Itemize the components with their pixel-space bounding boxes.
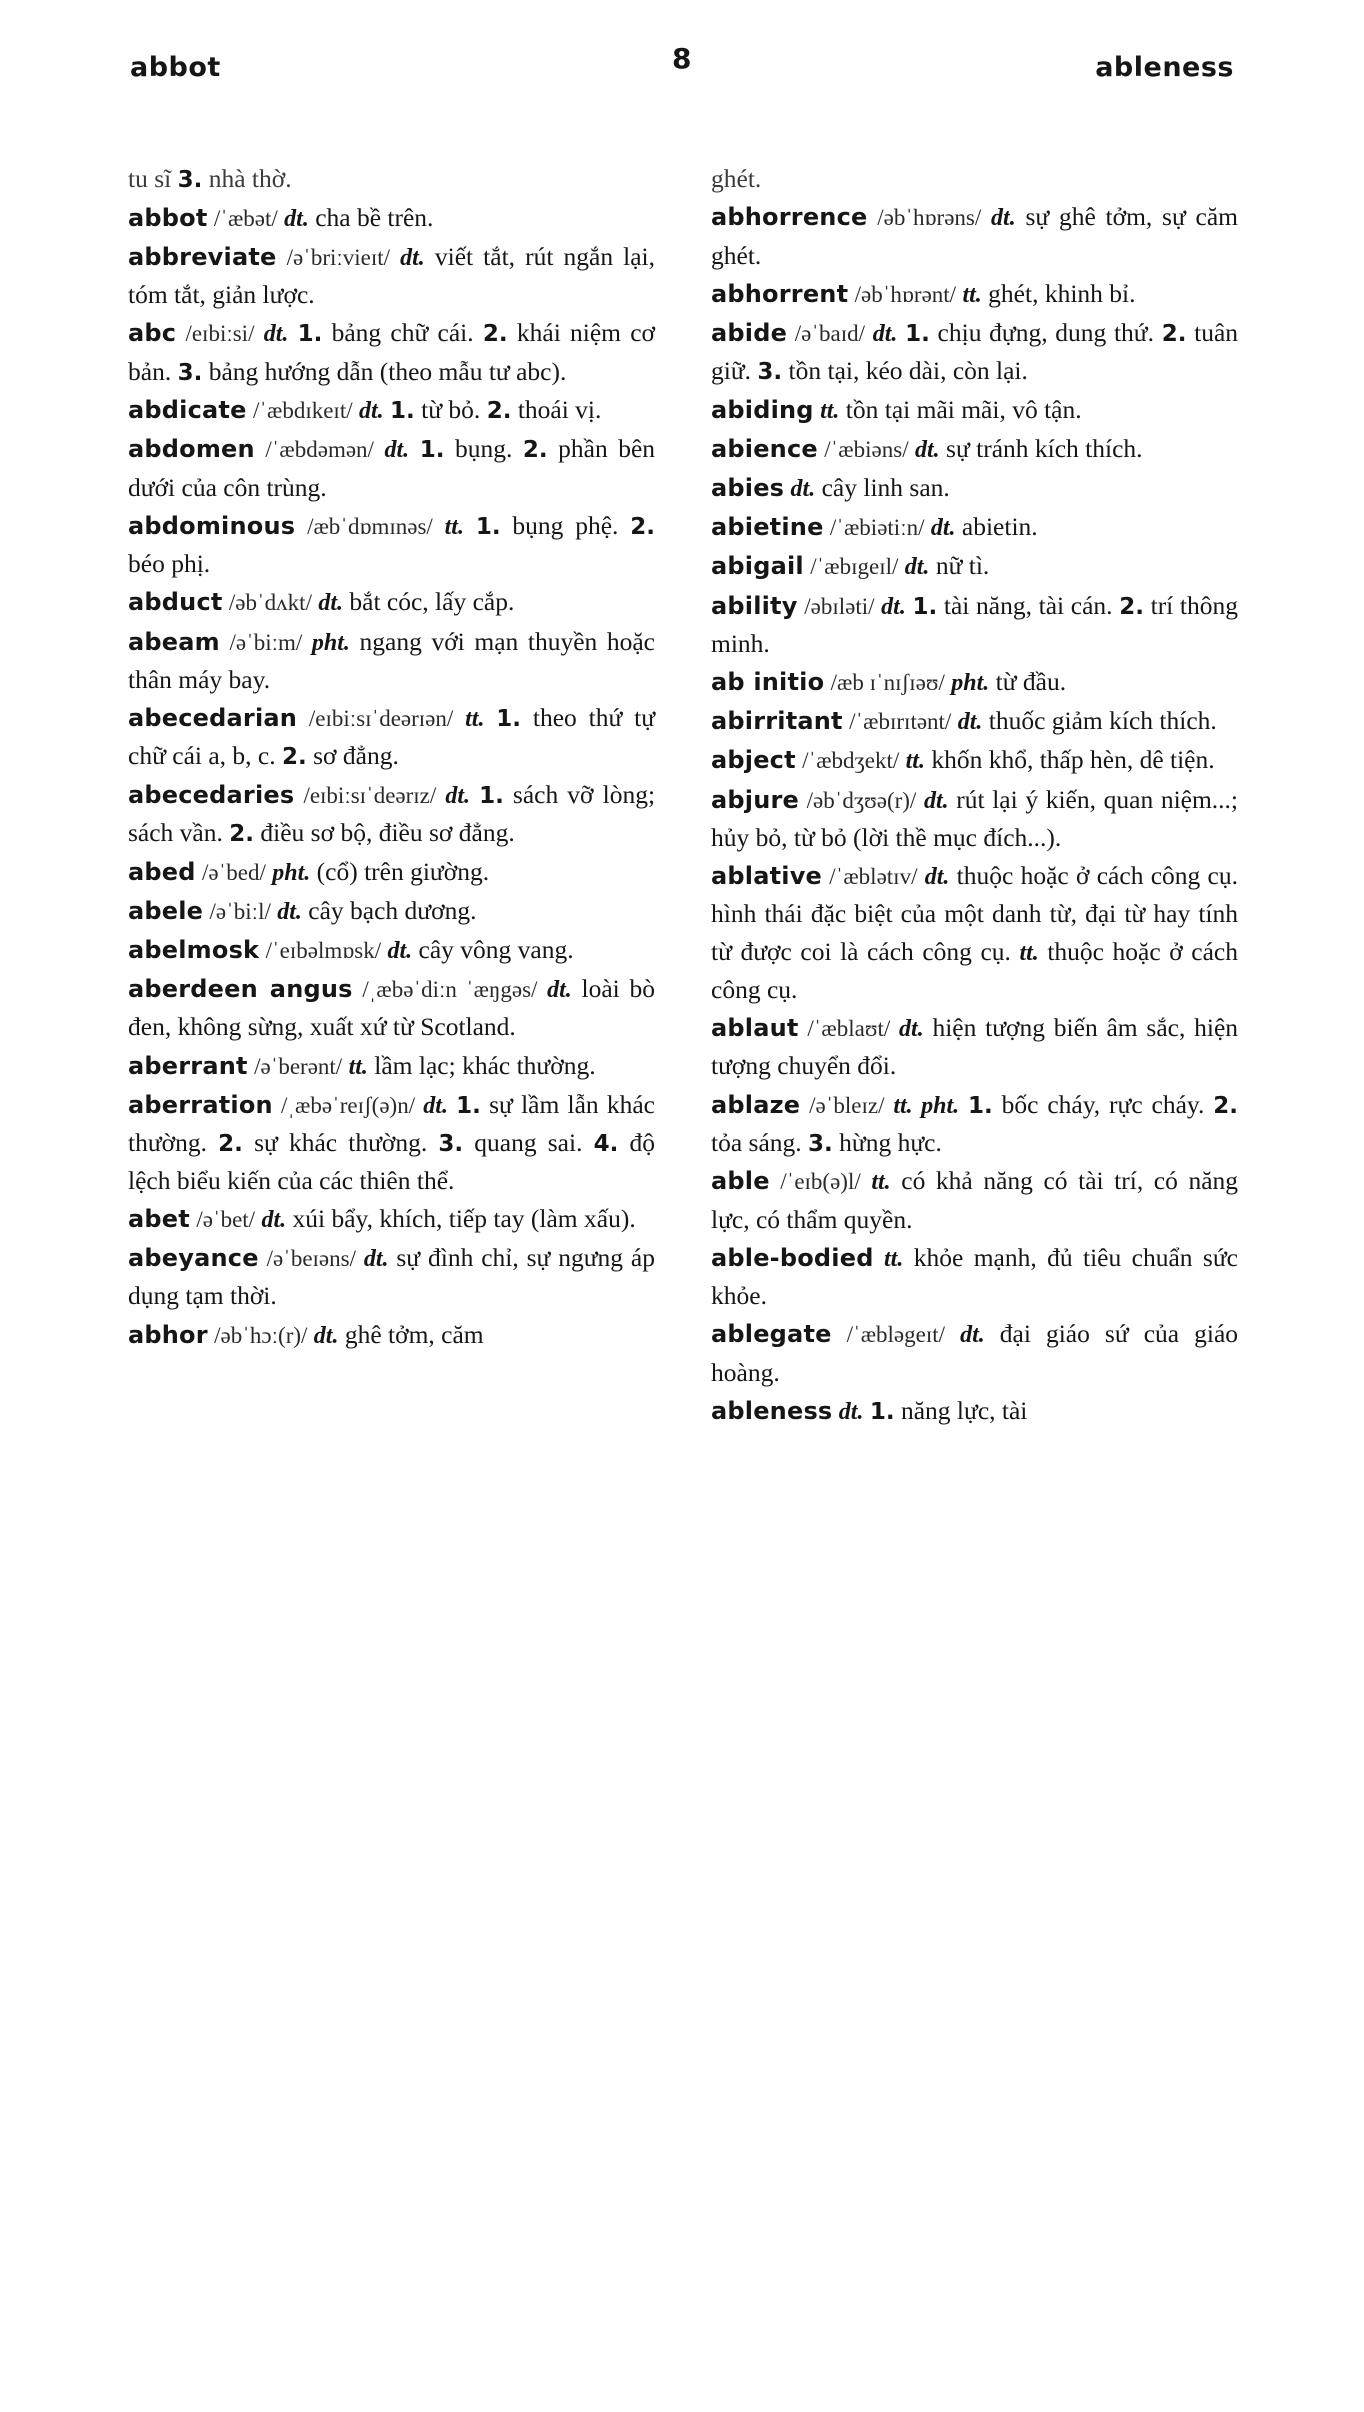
entry-part-of-speech: dt. [924,864,950,891]
dictionary-entry [128,1047,655,1085]
sense-definition: cây bạch dương. [301,895,477,925]
sense-definition: tài năng, tài cán. [937,590,1113,620]
sense-definition: cây vông vang. [412,935,574,964]
entry-headword: abiding [711,395,814,424]
sense-number: 1. [297,321,323,348]
dictionary-entry [711,547,1238,585]
sense-definition: khốn khổ, thấp hèn, dê tiện. [924,745,1215,775]
entry-part-of-speech: dt. [423,1092,448,1119]
dictionary-entry [128,507,655,583]
entry-part-of-speech: dt. [991,205,1016,232]
sense-number: 2. [482,321,508,348]
dictionary-entry [711,1086,1238,1162]
entry-part-of-speech: tt. [883,1245,904,1272]
dictionary-entry [711,663,1238,701]
entry-headword: ablaze [711,1090,801,1119]
entry-part-of-speech: tt. pht. [893,1092,960,1119]
entry-part-of-speech: dt. [904,554,930,581]
entry-headword: aberrant [128,1051,248,1080]
entry-headword: abelmosk [128,936,260,964]
entry-part-of-speech: dt. [313,1322,339,1349]
sense-number: 2. [1213,1092,1238,1119]
entry-headword: abigail [711,552,804,581]
entry-pronunciation: /ˈæbət/ [213,205,278,231]
sense-number: 2. [486,398,512,425]
sense-definition: loài bò đen, không sừng, xuất xứ từ Scotland. [128,974,655,1042]
entry-pronunciation: /ˈeɪbəlmɒsk/ [265,938,382,963]
sense-definition: sự khác thường. [242,1127,428,1157]
entry-pronunciation: /əbˈhɒrənt/ [854,281,957,307]
sense-definition: cây linh san. [815,473,950,503]
sense-definition: theo thứ tự chữ cái a, b, c. [128,703,656,771]
sense-number: 2. [218,1130,243,1157]
dictionary-entry [711,741,1238,779]
entry-headword: abbot [128,203,208,232]
dictionary-entry [128,623,655,699]
entry-part-of-speech: dt. [872,321,898,347]
entry-part-of-speech: dt. [387,938,413,964]
dictionary-entry [711,1239,1238,1315]
entry-headword: ableness [711,1396,833,1425]
sense-definition: ghê tởm, căm [338,1319,484,1349]
sense-definition: bốc cháy, rực cháy. [992,1089,1205,1119]
entry-headword: abduct [128,588,223,617]
entry-headword: able [711,1167,770,1196]
entry-pronunciation: /ˈæbiəns/ [824,437,909,462]
sense-number: 1. [968,1092,993,1119]
entry-pronunciation: /əˈbiːl/ [209,898,271,924]
entry-headword: abdominous [128,511,296,540]
entry-pronunciation: /ˈæbdʒekt/ [802,748,900,774]
entry-part-of-speech: pht. [951,670,990,697]
entry-part-of-speech: dt. [261,1207,287,1233]
sense-definition: thuộc hoặc ở cách công cụ. [711,936,1238,1004]
dictionary-entry [711,508,1238,546]
entry-pronunciation: /əˈbet/ [196,1207,256,1232]
dictionary-entry [711,1162,1238,1238]
sense-definition: phần bên dưới của côn trùng. [128,434,656,502]
sense-definition: bụng. [444,434,513,464]
sense-definition: điều sơ bộ, điều sơ đẳng. [254,818,515,847]
dictionary-entry [711,1315,1238,1391]
entry-pronunciation: /əbˈdʒʊə(r)/ [806,787,917,813]
entry-pronunciation: /əˈbeɪəns/ [266,1246,356,1272]
entry-part-of-speech: tt. [871,1169,891,1196]
sense-definition: năng lực, tài [894,1395,1028,1425]
sense-number: 1. [419,437,445,464]
dictionary-entry [128,199,655,237]
sense-definition: thuộc hoặc ở cách công cụ. [949,861,1238,891]
sense-definition: tồn tại, kéo dài, còn lại. [782,356,1028,386]
sense-definition: khỏe mạnh, đủ tiêu chuẩn sức khỏe. [711,1242,1238,1311]
entry-part-of-speech: dt. [930,515,956,542]
entry-part-of-speech: dt. [358,398,384,425]
sense-number: 2. [229,821,255,847]
entry-pronunciation: /æb ɪˈnɪʃɪəʊ/ [830,670,945,696]
entry-headword: abed [128,857,196,886]
sense-definition: nhà thờ. [202,164,292,193]
entry-part-of-speech: tt. [348,1053,368,1080]
sense-definition: hừng hực. [832,1127,942,1157]
sense-definition: bảng hướng dẫn (theo mẫu tư abc). [202,356,567,386]
entry-part-of-speech: tt. [1019,939,1039,966]
dictionary-entry [128,583,655,621]
entry-pronunciation: /əˈbiːm/ [229,629,303,655]
entry-headword: abecedaries [128,780,295,809]
entry-headword: able-bodied [711,1243,874,1272]
sense-definition: thuốc giảm kích thích. [982,706,1217,736]
entry-headword: abject [711,746,796,775]
dictionary-entry [128,853,655,891]
dictionary-entry [128,699,655,775]
dictionary-entry [711,587,1238,663]
entry-headword: ablegate [711,1320,832,1349]
sense-definition: sơ đẳng. [306,741,399,771]
dictionary-entry [711,314,1238,390]
sense-definition: cha bề trên. [308,202,434,232]
entry-headword: abietine [711,513,824,542]
entry-pronunciation: /əbˈdʌkt/ [228,590,312,616]
sense-definition: nữ tì. [929,551,990,581]
entry-part-of-speech: dt. [284,205,309,232]
entry-pronunciation: /eɪbiːsɪˈdeərɪz/ [303,782,437,808]
entry-headword: abdicate [128,396,247,425]
sense-number: 2. [1119,593,1144,620]
entry-headword: abies [711,474,785,503]
dictionary-entry [711,1392,1238,1430]
entry-part-of-speech: dt. [923,787,949,814]
sense-definition: bắt cóc, lấy cắp. [343,587,515,617]
entry-part-of-speech: dt. [914,437,940,463]
sense-definition: sự lầm lẫn khác thường. [128,1089,655,1157]
sense-definition: đại giáo sứ của giáo hoàng. [711,1319,1239,1387]
sense-number: 2. [1161,321,1187,347]
entry-pronunciation: /əˈberənt/ [254,1053,343,1079]
sense-definition: bảng chữ cái. [322,318,474,348]
entry-part-of-speech: tt. [905,748,925,775]
entry-pronunciation: /əbɪləti/ [804,593,875,619]
entry-headword: abhorrence [711,203,868,232]
dictionary-entry [711,469,1238,507]
entry-headword: ab initio [711,668,825,697]
dictionary-entry [711,702,1238,740]
sense-number: 3. [438,1130,464,1157]
entry-pronunciation: /əˈbriːvieɪt/ [286,244,391,270]
sense-definition: viết tắt, rút ngắn lại, tóm tắt, giản lược. [128,241,656,309]
dictionary-entry [711,857,1238,1008]
entry-part-of-speech: dt. [957,709,983,736]
dictionary-entry [711,430,1238,468]
sense-definition: chịu đựng, dung thứ. [929,318,1154,347]
entry-headword: abecedarian [128,704,298,732]
entry-part-of-speech: dt. [263,321,289,348]
entry-part-of-speech: tt. [820,397,840,424]
running-head-right: ableness [1095,52,1234,83]
entry-part-of-speech: tt. [465,706,485,732]
entry-headword: abdomen [128,435,255,464]
entry-part-of-speech: tt. [444,513,464,540]
sense-number: 3. [808,1130,833,1157]
sense-number: 3. [177,359,203,386]
dictionary-entry [711,781,1238,857]
running-head [130,42,1234,98]
entry-part-of-speech: dt. [318,590,344,617]
sense-definition: sự đình chỉ, sự ngưng áp dụng tạm thời. [128,1243,655,1311]
sense-number: 1. [390,398,415,425]
entry-pronunciation: /əbˈhɒrəns/ [877,205,982,231]
entry-pronunciation: /əˈbaɪd/ [794,321,866,346]
sense-definition: quang sai. [463,1127,583,1157]
entry-part-of-speech: dt. [838,1398,864,1425]
entry-part-of-speech: dt. [445,782,471,809]
entry-pronunciation: /əˈbed/ [202,859,266,885]
entry-headword: abeam [128,627,220,656]
entry-part-of-speech: dt. [960,1322,985,1349]
sense-number: 3. [177,167,203,193]
sense-number: 2. [522,437,548,464]
sense-number: 1. [912,593,938,620]
sense-definition: tồn tại mãi mãi, vô tận. [839,394,1082,424]
sense-definition: tỏa sáng. [711,1127,802,1157]
entry-pronunciation: /ˌæbəˈdiːn ˈæŋgəs/ [362,977,538,1003]
sense-number: 3. [757,359,783,386]
running-head-left: abbot [130,52,221,83]
sense-definition: sự ghê tởm, sự căm ghét. [711,202,1239,270]
entry-headword: aberdeen angus [128,975,353,1004]
entry-part-of-speech: tt. [962,281,982,308]
entry-headword: aberration [128,1090,273,1119]
dictionary-entry [711,1009,1238,1085]
sense-number: 1. [869,1398,895,1425]
entry-part-of-speech: dt. [277,898,302,925]
entry-part-of-speech: pht. [272,859,311,886]
entry-headword: abc [128,319,177,348]
dictionary-entry [128,314,655,390]
sense-definition: rút lại ý kiến, quan niệm...; hủy bỏ, từ bỏ (lời thề mục đích...). [711,784,1239,852]
body-columns [128,160,1238,2330]
dictionary-entry [128,931,655,969]
entry-pronunciation: /ˈæblətɪv/ [829,864,918,890]
left-column [128,160,655,2330]
entry-headword: abjure [711,785,800,814]
sense-number: 4. [593,1130,619,1157]
dictionary-entry [128,1316,655,1354]
dictionary-entry [128,892,655,930]
sense-definition: lầm lạc; khác thường. [367,1050,596,1080]
sense-definition: thoái vị. [511,395,602,425]
entry-pronunciation: /ˌæbəˈreɪʃ(ə)n/ [281,1092,416,1118]
entry-continuation [711,160,1238,197]
entry-part-of-speech: dt. [363,1246,389,1273]
sense-definition: abietin. [955,512,1038,542]
sense-number: 2. [282,744,307,771]
entry-continuation [128,160,655,198]
entry-pronunciation: /ˈæbɪrɪtənt/ [849,709,952,735]
sense-definition: có khả năng có tài trí, có năng lực, có thẩm quyền. [711,1166,1239,1234]
sense-definition: khái niệm cơ bản. [128,318,656,386]
entry-pronunciation: /ˈæbləgeɪt/ [846,1322,946,1348]
entry-pronunciation: /ˈæbiətiːn/ [829,515,925,541]
continuation-text: ghét. [711,164,762,193]
entry-pronunciation: /ˈeɪb(ə)l/ [780,1169,861,1195]
dictionary-entry [128,391,655,429]
entry-headword: abhorrent [711,279,849,308]
sense-number: 1. [496,706,522,732]
sense-definition: bụng phệ. [500,510,619,540]
entry-headword: ability [711,591,798,620]
entry-headword: ablaut [711,1014,799,1043]
entry-headword: abet [128,1205,190,1233]
entry-part-of-speech: pht. [311,629,350,656]
entry-headword: abirritant [711,707,843,736]
entry-headword: abience [711,435,818,463]
entry-headword: abele [128,896,204,925]
entry-part-of-speech: dt. [400,244,425,271]
sense-definition: hiện tượng biến âm sắc, hiện tượng chuyển đổi. [711,1013,1239,1081]
entry-headword: abbreviate [128,242,277,271]
sense-definition: sự tránh kích thích. [939,434,1143,463]
right-column [711,160,1238,2330]
dictionary-entry [711,391,1238,429]
dictionary-entry [711,198,1238,274]
entry-pronunciation: /əbˈhɔː(r)/ [214,1322,308,1348]
dictionary-entry [711,275,1238,313]
sense-definition: độ lệch biểu kiến của các thiên thể. [128,1127,656,1195]
entry-part-of-speech: dt. [881,593,906,620]
sense-definition: béo phị. [128,549,211,578]
page-number: 8 [672,42,692,75]
entry-pronunciation: /eɪbiːsɪˈdeərɪən/ [308,706,454,731]
entry-pronunciation: /ˈæblaʊt/ [807,1016,891,1042]
dictionary-entry [128,970,655,1046]
sense-definition: (cổ) trên giường. [310,856,490,886]
dictionary-entry [128,238,655,314]
entry-pronunciation: /ˈæbdɪkeɪt/ [252,398,353,424]
sense-number: 1. [905,321,930,347]
entry-pronunciation: /eɪbiːsi/ [185,321,255,347]
entry-part-of-speech: dt. [547,977,572,1004]
entry-pronunciation: /æbˈdɒmɪnəs/ [307,513,433,539]
entry-headword: abhor [128,1320,208,1349]
sense-definition: từ đầu. [989,667,1067,697]
entry-headword: abeyance [128,1244,259,1273]
entry-pronunciation: /ˈæbdəmən/ [265,437,374,463]
entry-part-of-speech: dt. [384,437,410,464]
sense-definition: hình thái đặc biệt của một danh từ, đại từ hay tính từ được coi là cách công cụ. [711,899,1238,966]
sense-definition: sách vỡ lòng; sách vần. [128,779,656,847]
sense-number: 1. [479,782,504,809]
dictionary-entry [128,1200,655,1238]
sense-number: 2. [630,513,655,540]
sense-definition: tuân giữ. [711,318,1239,386]
sense-definition: xúi bẩy, khích, tiếp tay (làm xấu). [286,1204,636,1233]
sense-definition: ngang với mạn thuyền hoặc thân máy bay. [128,626,656,694]
dictionary-entry [128,776,655,852]
entry-part-of-speech: dt. [790,476,816,503]
entry-headword: ablative [711,862,823,891]
entry-part-of-speech: dt. [899,1016,924,1043]
entry-pronunciation: /ˈæbɪgeɪl/ [810,554,899,580]
sense-definition: ghét, khinh bỉ. [981,278,1136,308]
entry-pronunciation: /əˈbleɪz/ [809,1092,885,1118]
sense-definition: trí thông minh. [711,590,1239,658]
dictionary-entry [128,1086,655,1199]
sense-number: 1. [475,513,501,540]
dictionary-entry [128,430,655,506]
sense-number: 1. [456,1092,481,1119]
entry-headword: abide [711,319,788,347]
dictionary-entry [128,1239,655,1315]
continuation-text: tu sĩ [128,164,178,193]
sense-definition: từ bỏ. [414,395,481,425]
